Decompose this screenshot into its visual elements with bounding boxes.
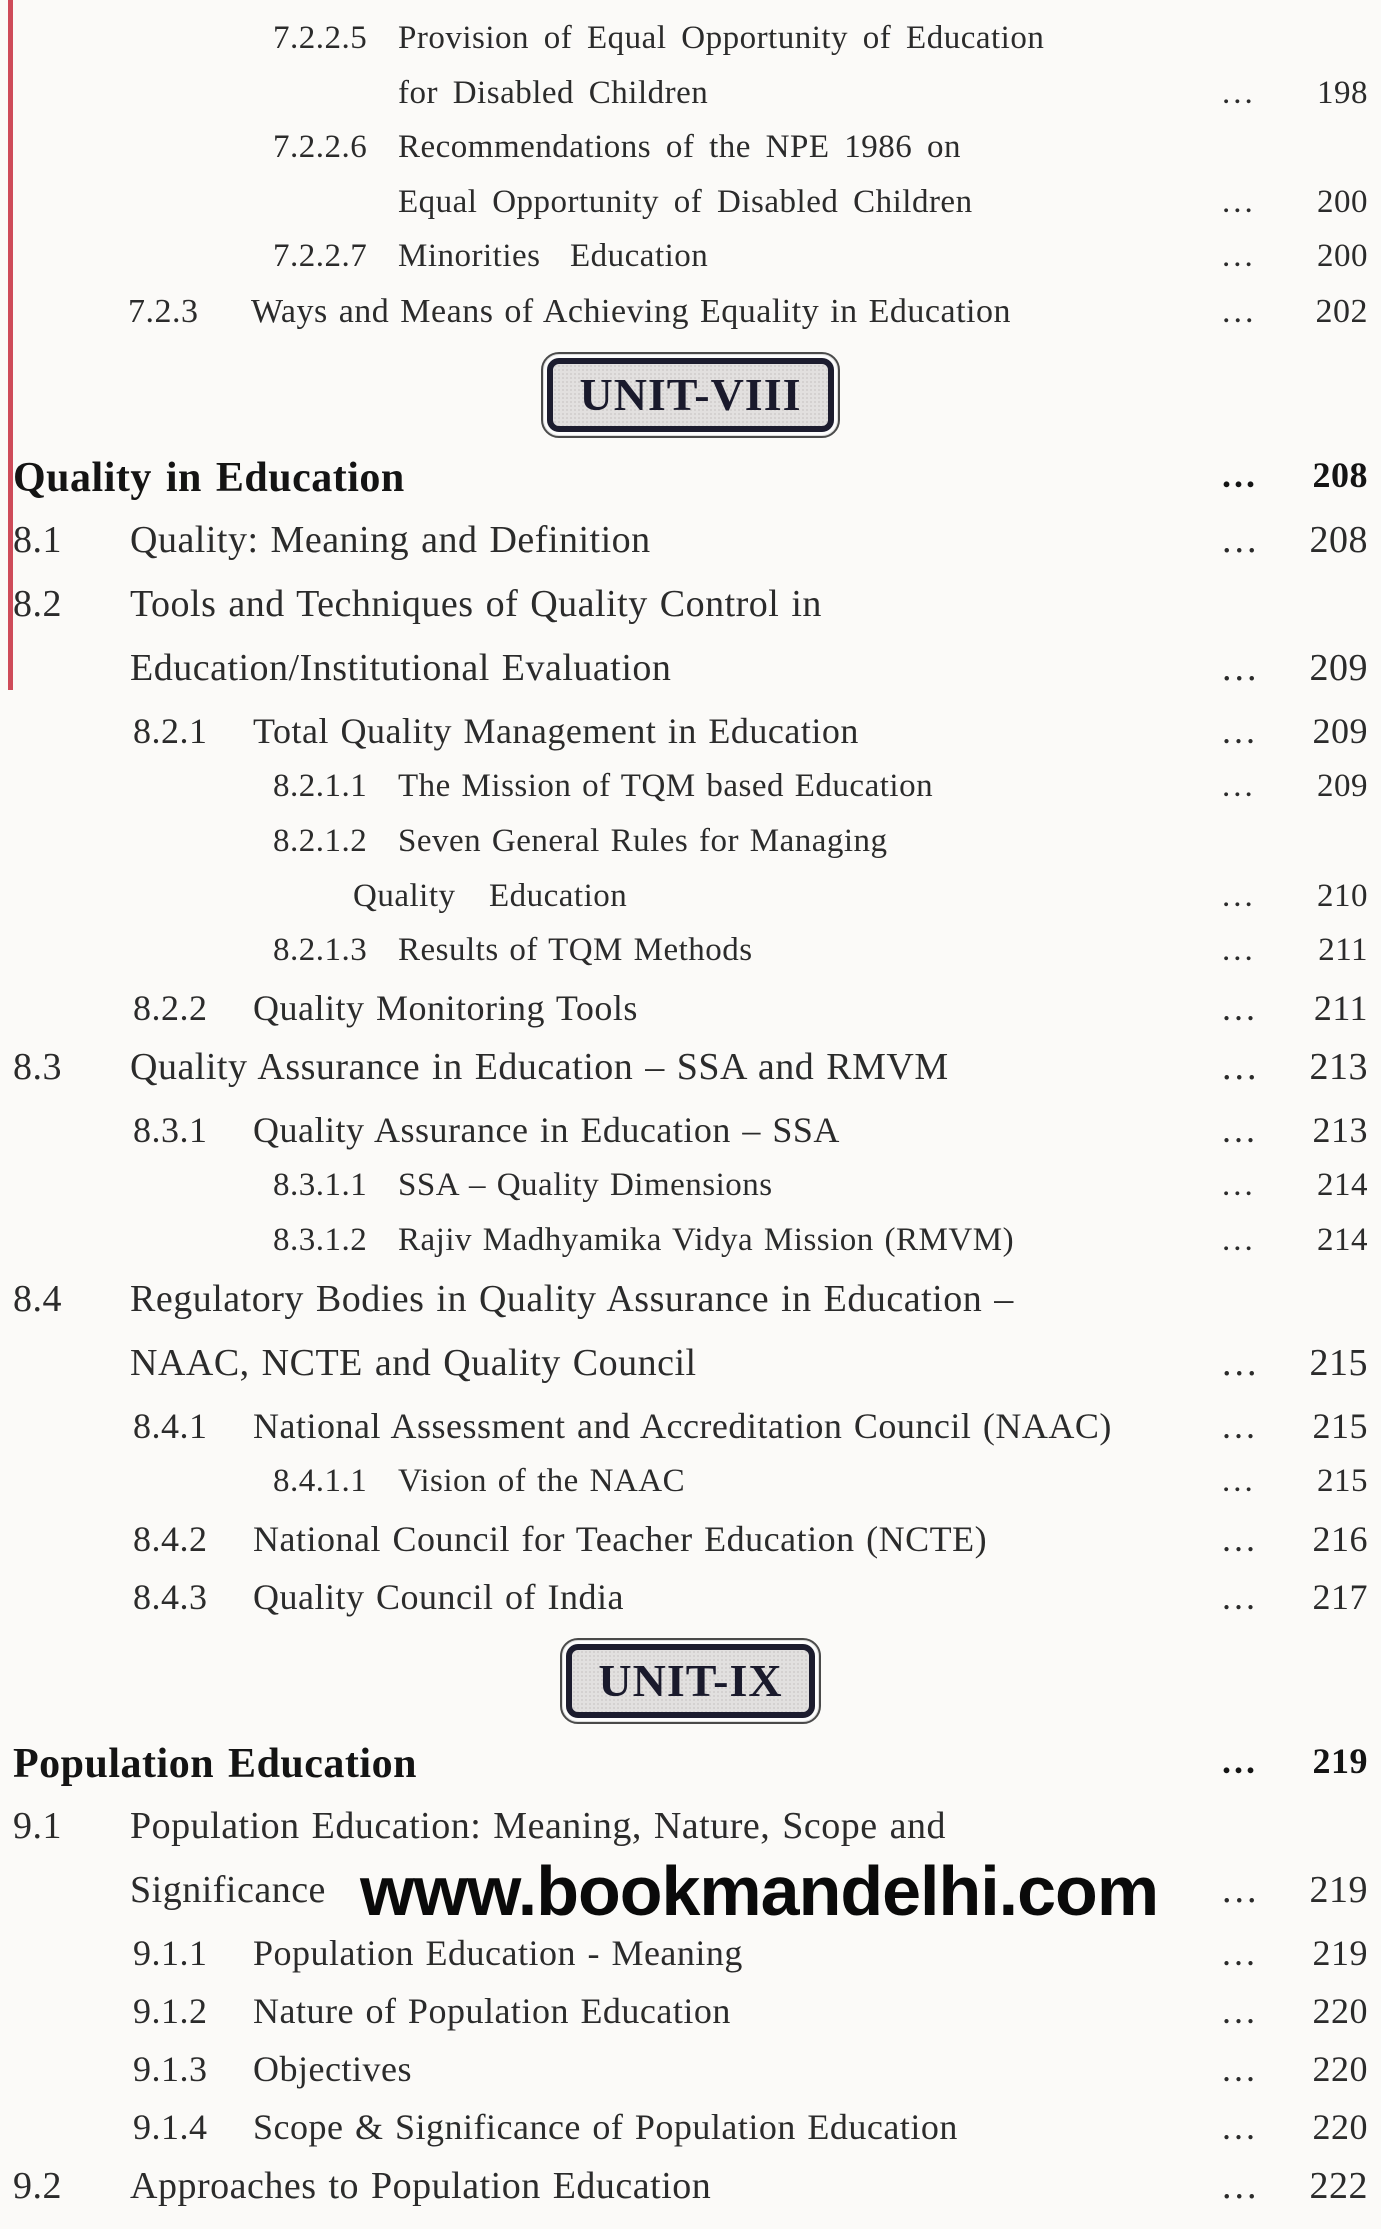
toc-row xyxy=(13,768,1368,823)
page-number: 215 xyxy=(1317,1463,1368,1499)
section-title: Scope & Significance of Population Education xyxy=(253,2107,958,2147)
page-number: 214 xyxy=(1317,1167,1368,1203)
unit-badge-frame xyxy=(566,1644,814,1718)
dot-leader: ... xyxy=(1222,293,1257,330)
page-ref xyxy=(1222,184,1368,221)
page-number: 211 xyxy=(1318,932,1368,968)
section-title: Quality Education xyxy=(353,878,628,914)
toc-row xyxy=(13,1518,1368,1576)
section-number: 9.1.1 xyxy=(133,1933,208,1973)
page-number: 211 xyxy=(1313,988,1368,1028)
page-ref xyxy=(1222,1341,1368,1385)
page-ref xyxy=(1222,454,1368,496)
section-title: Quality: Meaning and Definition xyxy=(130,519,651,561)
dot-leader: ... xyxy=(1222,1110,1258,1150)
section-number: 7.2.3 xyxy=(128,293,199,330)
page-ref xyxy=(1222,75,1368,112)
section-title: Significance xyxy=(130,1869,326,1911)
section-number: 8.4.3 xyxy=(133,1577,208,1617)
toc-row xyxy=(13,878,1368,932)
page-ref xyxy=(1222,710,1368,752)
section-number: 8.1 xyxy=(13,519,62,561)
section-number: 8.3.1.2 xyxy=(273,1222,368,1258)
page-number: 209 xyxy=(1312,711,1368,751)
toc-row xyxy=(13,823,1368,878)
page-number: 220 xyxy=(1312,2049,1368,2089)
toc-row xyxy=(13,1045,1368,1109)
page-number: 202 xyxy=(1315,293,1368,330)
dot-leader: ... xyxy=(1222,1046,1260,1088)
section-number: 9.1.4 xyxy=(133,2107,208,2147)
page-number: 208 xyxy=(1312,455,1368,495)
section-title: Ways and Means of Achieving Equality in Education xyxy=(251,293,1011,330)
unit-badge-label: UNIT-IX xyxy=(598,1655,783,1706)
toc-row xyxy=(13,454,1368,518)
dot-leader: ... xyxy=(1222,647,1260,689)
section-title: Quality in Education xyxy=(13,455,405,501)
page-ref xyxy=(1222,1405,1368,1447)
page-number: 222 xyxy=(1309,2165,1368,2207)
toc-row xyxy=(13,184,1368,238)
section-number: 8.4 xyxy=(13,1278,62,1320)
page-number: 198 xyxy=(1317,75,1368,111)
section-number: 8.2.1 xyxy=(133,711,208,751)
toc-row xyxy=(13,646,1368,710)
dot-leader: ... xyxy=(1222,2107,1258,2147)
section-title: Seven General Rules for Managing xyxy=(398,823,888,859)
section-title: NAAC, NCTE and Quality Council xyxy=(130,1342,697,1384)
section-title: Quality Assurance in Education – SSA xyxy=(253,1110,840,1150)
section-number: 8.2.1.3 xyxy=(273,932,368,968)
section-title: Quality Council of India xyxy=(253,1577,624,1617)
dot-leader: ... xyxy=(1222,768,1256,804)
section-number: 8.3.1.1 xyxy=(273,1167,368,1203)
page-ref xyxy=(1222,1932,1368,1974)
section-title: Population Education xyxy=(13,1741,417,1787)
section-number: 9.1.3 xyxy=(133,2049,208,2089)
toc-row xyxy=(13,1341,1368,1405)
page-number: 200 xyxy=(1317,238,1368,274)
section-title: Rajiv Madhyamika Vidya Mission (RMVM) xyxy=(398,1222,1015,1258)
toc-row xyxy=(13,1932,1368,1990)
section-number: 7.2.2.5 xyxy=(273,20,368,56)
dot-leader: ... xyxy=(1222,1991,1258,2031)
dot-leader: ... xyxy=(1222,2049,1258,2089)
section-number: 8.3 xyxy=(13,1046,62,1088)
toc-row xyxy=(13,987,1368,1045)
section-title: for Disabled Children xyxy=(398,75,709,111)
section-title: Provision of Equal Opportunity of Education xyxy=(398,20,1045,56)
section-title: Nature of Population Education xyxy=(253,1991,731,2031)
toc-row xyxy=(13,710,1368,768)
section-title: SSA – Quality Dimensions xyxy=(398,1167,773,1203)
toc-row xyxy=(13,1740,1368,1804)
toc-row xyxy=(13,2164,1368,2228)
dot-leader: ... xyxy=(1222,1933,1258,1973)
section-number: 9.1.2 xyxy=(133,1991,208,2031)
section-title: Tools and Techniques of Quality Control in xyxy=(130,583,822,625)
toc-row xyxy=(13,1576,1368,1634)
dot-leader: ... xyxy=(1222,1406,1258,1446)
toc-row xyxy=(13,75,1368,129)
section-title: Population Education - Meaning xyxy=(253,1933,743,1973)
page-ref xyxy=(1222,1109,1368,1151)
page-number: 220 xyxy=(1312,2107,1368,2147)
section-number: 8.4.1.1 xyxy=(273,1463,368,1499)
section-number: 7.2.2.6 xyxy=(273,129,368,165)
toc-row xyxy=(13,1463,1368,1518)
dot-leader: ... xyxy=(1222,1342,1260,1384)
toc-row xyxy=(13,293,1368,348)
toc-row xyxy=(13,1167,1368,1222)
page-number: 217 xyxy=(1312,1577,1368,1617)
unit-badge-label: UNIT-VIII xyxy=(579,369,802,420)
page-number: 219 xyxy=(1312,1933,1368,1973)
section-title: Quality Assurance in Education – SSA and RMVM xyxy=(130,1046,949,1088)
section-number: 8.3.1 xyxy=(133,1110,208,1150)
dot-leader: ... xyxy=(1222,238,1256,274)
toc-row xyxy=(13,2106,1368,2164)
page-ref xyxy=(1222,1740,1368,1782)
section-title: National Council for Teacher Education (NCTE) xyxy=(253,1519,988,1559)
toc-row xyxy=(13,518,1368,582)
unit-badge-frame xyxy=(547,358,833,432)
section-title: The Mission of TQM based Education xyxy=(398,768,934,804)
page-ref xyxy=(1222,878,1368,915)
toc-row xyxy=(13,129,1368,184)
toc-row xyxy=(13,1405,1368,1463)
section-title: Approaches to Population Education xyxy=(130,2165,712,2207)
section-number: 9.2 xyxy=(13,2165,62,2207)
section-number: 8.2.1.1 xyxy=(273,768,368,804)
dot-leader: ... xyxy=(1222,1519,1258,1559)
section-title: Vision of the NAAC xyxy=(398,1463,686,1499)
section-title: Objectives xyxy=(253,2049,412,2089)
page-ref xyxy=(1222,1167,1368,1204)
section-title: National Assessment and Accreditation Council (NAAC) xyxy=(253,1406,1112,1446)
toc-row xyxy=(13,1990,1368,2048)
section-number: 8.4.2 xyxy=(133,1519,208,1559)
page-ref xyxy=(1222,1868,1368,1912)
dot-leader: ... xyxy=(1222,519,1260,561)
dot-leader: ... xyxy=(1222,1577,1258,1617)
watermark: www.bookmandelhi.com xyxy=(360,1852,1159,1930)
unit-badge xyxy=(560,1638,820,1724)
page-ref xyxy=(1222,2164,1368,2208)
unit-badge-wrap xyxy=(13,1634,1368,1740)
page-number: 216 xyxy=(1312,1519,1368,1559)
page-ref xyxy=(1222,293,1368,331)
dot-leader: ... xyxy=(1222,1463,1256,1499)
page-ref xyxy=(1222,1222,1368,1259)
section-title: Education/Institutional Evaluation xyxy=(130,647,672,689)
section-title: Total Quality Management in Education xyxy=(253,711,859,751)
page-ref xyxy=(1222,2048,1368,2090)
page-number: 209 xyxy=(1317,768,1368,804)
page-ref xyxy=(1222,932,1368,969)
page-ref xyxy=(1222,1045,1368,1089)
section-number: 7.2.2.7 xyxy=(273,238,368,274)
page-number: 214 xyxy=(1317,1222,1368,1258)
page-ref xyxy=(1222,1576,1368,1618)
section-title: Equal Opportunity of Disabled Children xyxy=(398,184,973,220)
page-number: 213 xyxy=(1309,1046,1368,1088)
dot-leader: ... xyxy=(1222,932,1256,968)
toc-row xyxy=(13,238,1368,293)
dot-leader: ... xyxy=(1222,878,1256,914)
section-number: 9.1 xyxy=(13,1805,62,1847)
page-ref xyxy=(1222,2106,1368,2148)
section-number: 8.2 xyxy=(13,583,62,625)
page-number: 215 xyxy=(1309,1342,1368,1384)
dot-leader: ... xyxy=(1222,711,1258,751)
dot-leader: ... xyxy=(1222,2165,1260,2207)
section-title: Regulatory Bodies in Quality Assurance in Education – xyxy=(130,1278,1014,1320)
unit-badge-wrap xyxy=(13,348,1368,454)
section-title: Minorities Education xyxy=(398,238,709,274)
page-ref xyxy=(1222,646,1368,690)
dot-leader: ... xyxy=(1222,1167,1256,1203)
section-number: 8.4.1 xyxy=(133,1406,208,1446)
page-ref xyxy=(1222,518,1368,562)
page-number: 215 xyxy=(1312,1406,1368,1446)
toc-row xyxy=(13,1277,1368,1341)
page-number: 209 xyxy=(1309,647,1368,689)
section-title: Recommendations of the NPE 1986 on xyxy=(398,129,962,165)
page-ref xyxy=(1222,1518,1368,1560)
page-ref xyxy=(1222,1463,1368,1500)
page-number: 208 xyxy=(1309,519,1368,561)
toc-row xyxy=(13,582,1368,646)
section-title: Results of TQM Methods xyxy=(398,932,753,968)
section-title: Quality Monitoring Tools xyxy=(253,988,638,1028)
page-number: 200 xyxy=(1317,184,1368,220)
section-title: Population Education: Meaning, Nature, Scope and xyxy=(130,1805,946,1847)
page-ref xyxy=(1222,987,1368,1029)
page-number: 220 xyxy=(1312,1991,1368,2031)
toc-row xyxy=(13,20,1368,75)
toc-row xyxy=(13,1222,1368,1277)
section-number: 8.2.1.2 xyxy=(273,823,368,859)
dot-leader: ... xyxy=(1222,455,1258,495)
page-number: 219 xyxy=(1309,1869,1368,1911)
dot-leader: ... xyxy=(1222,1222,1256,1258)
dot-leader: ... xyxy=(1222,988,1258,1028)
page-number: 213 xyxy=(1312,1110,1368,1150)
page-ref xyxy=(1222,238,1368,275)
page-ref xyxy=(1222,1990,1368,2032)
toc-row xyxy=(13,2048,1368,2106)
section-number: 8.2.2 xyxy=(133,988,208,1028)
page-ref xyxy=(1222,768,1368,805)
dot-leader: ... xyxy=(1222,1869,1260,1911)
dot-leader: ... xyxy=(1222,75,1256,111)
unit-badge xyxy=(541,352,839,438)
page-number: 210 xyxy=(1317,878,1368,914)
dot-leader: ... xyxy=(1222,1741,1258,1781)
dot-leader: ... xyxy=(1222,184,1256,220)
page-number: 219 xyxy=(1312,1741,1368,1781)
toc-row xyxy=(13,1109,1368,1167)
toc-row xyxy=(13,932,1368,987)
